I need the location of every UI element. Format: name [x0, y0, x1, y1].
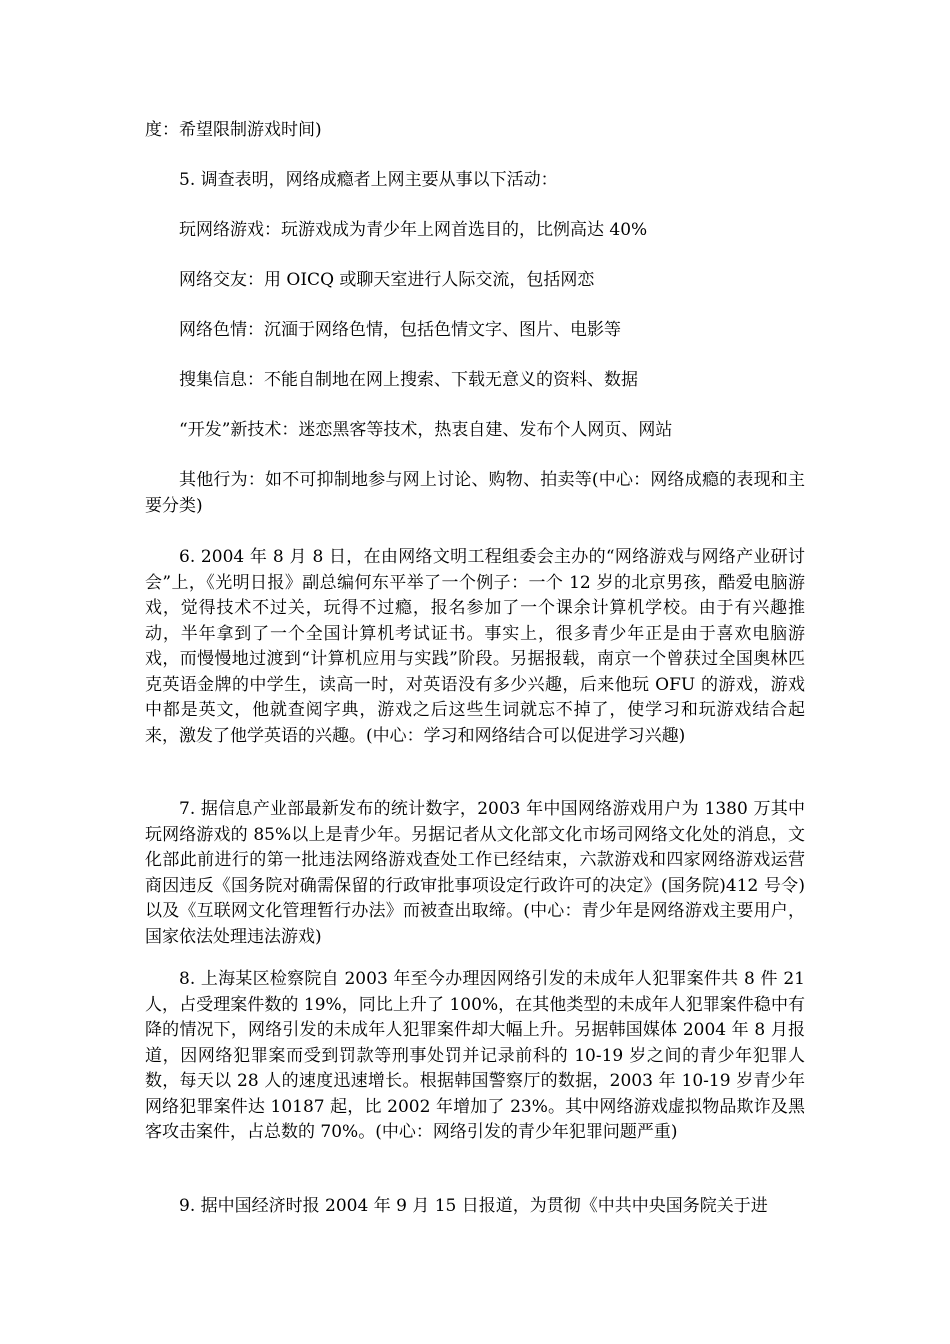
activity-new-tech: “开发”新技术：迷恋黑客等技术，热衷自建、发布个人网页、网站 — [179, 420, 673, 440]
paragraph-item-8: 8. 上海某区检察院自 2003 年至今办理因网络引发的未成年人犯罪案件共 8 件 21 人，占受理案件数的 19%，同比上升了 100%，在其他类型的未成年人犯罪案件稳中有降的情况下，网络引发的未成年人犯罪案件却大幅上升。另据韩国媒体 2004 年 8 月报道，因网络犯罪案而受到罚款等刑事处罚并记录前科的 10-19 岁之间的青少年犯罪人数，每天以 28 人的速度迅速增长。根据韩国警察厅的数据，2003 年 10-19 岁青少年网络犯罪案件达 10187 起，比 2002 年增加了 23%。其中网络游戏虚拟物品欺诈及黑客攻击案件，占总数的 70%。(中心：网络引发的青少年犯罪问题严重) — [145, 969, 805, 1142]
activity-collect-info: 搜集信息：不能自制地在网上搜索、下载无意义的资料、数据 — [179, 370, 638, 390]
paragraph-item-7: 7. 据信息产业部最新发布的统计数字，2003 年中国网络游戏用户为 1380 万其中玩网络游戏的 85%以上是青少年。另据记者从文化部文化市场司网络文化处的消息，文化部此前进行的第一批违法网络游戏查处工作已经结束，六款游戏和四家网络游戏运营商因违反《国务院对确需保留的行政审批事项设定行政许可的决定》(国务院)412 号令)以及《互联网文化管理暂行办法》而被查出取缔。(中心：青少年是网络游戏主要用户，国家依法处理违法游戏) — [145, 799, 805, 947]
paragraph-continuation: 度：希望限制游戏时间) — [145, 120, 322, 140]
paragraph-item-5: 5. 调查表明，网络成瘾者上网主要从事以下活动： — [179, 170, 558, 190]
activity-online-games: 玩网络游戏：玩游戏成为青少年上网首选目的，比例高达 40% — [179, 220, 648, 240]
activity-other: 其他行为：如不可抑制地参与网上讨论、购物、拍卖等(中心：网络成瘾的表现和主要分类) — [145, 470, 805, 516]
activity-online-porn: 网络色情：沉湎于网络色情，包括色情文字、图片、电影等 — [179, 320, 621, 340]
paragraph-item-9: 9. 据中国经济时报 2004 年 9 月 15 日报道，为贯彻《中共中央国务院关于进 — [179, 1196, 768, 1216]
paragraph-item-6: 6. 2004 年 8 月 8 日，在由网络文明工程组委会主办的“网络游戏与网络产业研讨会”上，《光明日报》副总编何东平举了一个例子：一个 12 岁的北京男孩，酷爱电脑游戏，觉得技术不过关，玩得不过瘾，报名参加了一个课余计算机学校。由于有兴趣推动，半年拿到了一个全国计算机考试证书。事实上，很多青少年正是由于喜欢电脑游戏，而慢慢地过渡到“计算机应用与实践”阶段。另据报载，南京一个曾获过全国奥林匹克英语金牌的中学生，读高一时，对英语没有多少兴趣，后来他玩 OFU 的游戏，游戏中都是英文，他就查阅字典，游戏之后这些生词就忘不掉了，使学习和玩游戏结合起来，激发了他学英语的兴趣。(中心：学习和网络结合可以促进学习兴趣) — [145, 547, 805, 746]
activity-online-social: 网络交友：用 OICQ 或聊天室进行人际交流，包括网恋 — [179, 270, 595, 290]
